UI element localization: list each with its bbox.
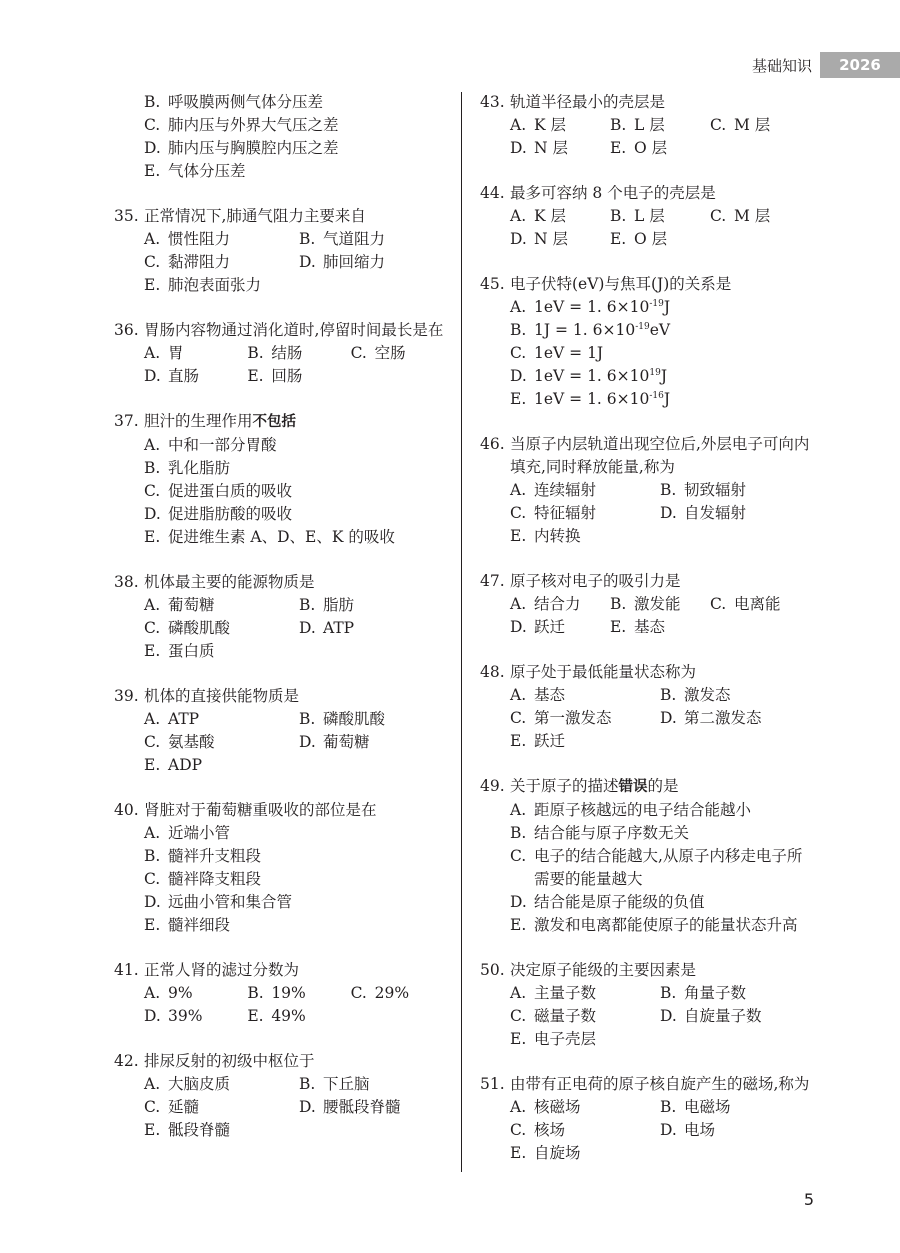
- question-number: 47.: [480, 572, 505, 590]
- question-number: 38.: [114, 573, 139, 591]
- option: C. 髓袢降支粗段: [144, 870, 262, 888]
- option: A. 中和一部分胃酸: [144, 436, 277, 454]
- question-stem: 由带有正电荷的原子核自旋产生的磁场,称为: [510, 1075, 810, 1093]
- option: B. 激发态: [660, 686, 731, 704]
- option: C. 核场: [510, 1121, 566, 1139]
- question-number: 46.: [480, 435, 505, 453]
- option: E. 内转换: [510, 527, 581, 545]
- option: A. 连续辐射: [510, 481, 597, 499]
- question-number: 50.: [480, 961, 505, 979]
- question-number: 42.: [114, 1052, 139, 1070]
- question-stem: 当原子内层轨道出现空位后,外层电子可向内填充,同时释放能量,称为: [510, 435, 810, 476]
- option: C. 肺内压与外界大气压之差: [144, 116, 339, 134]
- option: C. 电离能: [709, 595, 781, 613]
- option: C. 第一激发态: [510, 709, 612, 727]
- option: E. 气体分压差: [144, 162, 246, 180]
- option: E. ADP: [144, 756, 203, 774]
- option: C. 黏滞阻力: [144, 253, 231, 271]
- option: E. 促进维生素 A、D、E、K 的吸收: [144, 528, 395, 546]
- question-44: [480, 182, 810, 251]
- question-40: [114, 799, 454, 937]
- question-stem: 决定原子能级的主要因素是: [510, 961, 697, 979]
- question-34-continued: [114, 91, 454, 183]
- option: B. 1J = 1. $6\times 10^{-19}eV$: [510, 321, 671, 339]
- question-stem: 原子核对电子的吸引力是: [510, 572, 681, 590]
- option: E. 蛋白质: [144, 642, 215, 660]
- option: A. 近端小管: [144, 824, 231, 842]
- option: E. 回肠: [247, 367, 303, 385]
- year-badge: 2026: [820, 52, 900, 78]
- option: D. 电场: [660, 1121, 716, 1139]
- option: A. 主量子数: [510, 984, 597, 1002]
- section-label: 基础知识: [751, 56, 812, 75]
- option: E. O 层: [609, 230, 668, 248]
- question-45: [480, 273, 810, 411]
- question-49: [480, 775, 810, 937]
- question-stem: 轨道半径最小的壳层是: [510, 93, 666, 111]
- question-43: [480, 91, 810, 160]
- question-stem: 原子处于最低能量状态称为: [510, 663, 697, 681]
- option: B. 结肠: [247, 344, 303, 362]
- question-number: 40.: [114, 801, 139, 819]
- option: D. 腰骶段脊髓: [299, 1098, 401, 1116]
- question-number: 48.: [480, 663, 505, 681]
- option: D. 39%: [144, 1007, 203, 1025]
- question-47: [480, 570, 810, 639]
- option: B. 电磁场: [660, 1098, 731, 1116]
- emphasis-text: 不包括: [252, 414, 297, 430]
- option: A. K 层: [510, 207, 567, 225]
- option: C. M 层: [709, 207, 771, 225]
- question-stem: 胃肠内容物通过消化道时,停留时间最长是在: [144, 321, 444, 339]
- option: E. 自旋场: [510, 1144, 581, 1162]
- right-column: [480, 91, 810, 1187]
- option: B. L 层: [609, 207, 665, 225]
- column-divider: [461, 92, 462, 1172]
- option: A. 9%: [144, 984, 193, 1002]
- option: E. 激发和电离都能使原子的能量状态升高: [510, 916, 798, 934]
- option: D. 远曲小管和集合管: [144, 893, 293, 911]
- option: C. M 层: [709, 116, 771, 134]
- option: A. 距原子核越远的电子结合能越小: [510, 801, 752, 819]
- option: E. 跃迁: [510, 732, 566, 750]
- question-46: [480, 433, 810, 548]
- option: A. K 层: [510, 116, 567, 134]
- option: D. 葡萄糖: [299, 733, 370, 751]
- option: D. ATP: [299, 619, 355, 637]
- option: D. 自发辐射: [660, 504, 747, 522]
- option: E. 肺泡表面张力: [144, 276, 262, 294]
- option: A. 惯性阻力: [144, 230, 231, 248]
- option: C. 特征辐射: [510, 504, 597, 522]
- option: E. 基态: [609, 618, 665, 636]
- question-37: [114, 410, 454, 549]
- option: E. O 层: [609, 139, 668, 157]
- option: A. 核磁场: [510, 1098, 581, 1116]
- option: A. 大脑皮质: [144, 1075, 231, 1093]
- page-number: 5: [803, 1190, 814, 1209]
- option: B. 下丘脑: [299, 1075, 370, 1093]
- option: D. 肺内压与胸膜腔内压之差: [144, 139, 339, 157]
- option: C. 促进蛋白质的吸收: [144, 482, 293, 500]
- question-48: [480, 661, 810, 753]
- option: D. 跃迁: [510, 618, 566, 636]
- option: D. N 层: [510, 139, 568, 157]
- question-38: [114, 571, 454, 663]
- option: D. 自旋量子数: [660, 1007, 762, 1025]
- option: B. 磷酸肌酸: [299, 710, 386, 728]
- option: A. 1eV = 1. $6\times 10^{-19}J$: [510, 298, 671, 316]
- question-stem: 机体的直接供能物质是: [144, 687, 300, 705]
- question-number: 39.: [114, 687, 139, 705]
- option: B. 19%: [247, 984, 306, 1002]
- question-number: 49.: [480, 777, 505, 795]
- option: B. 韧致辐射: [660, 481, 747, 499]
- option: B. 髓袢升支粗段: [144, 847, 262, 865]
- option: C. 磷酸肌酸: [144, 619, 231, 637]
- option: A. ATP: [144, 710, 200, 728]
- question-42: [114, 1050, 454, 1142]
- question-50: [480, 959, 810, 1051]
- question-35: [114, 205, 454, 297]
- option: E. 电子壳层: [510, 1030, 597, 1048]
- left-column: [114, 91, 454, 1164]
- option: E. 49%: [247, 1007, 306, 1025]
- question-stem: 机体最主要的能源物质是: [144, 573, 315, 591]
- emphasis-text: 错误: [618, 779, 648, 795]
- question-stem: 肾脏对于葡萄糖重吸收的部位是在: [144, 801, 377, 819]
- option: E. 1eV = 1. $6\times 10^{-16}J$: [510, 390, 671, 408]
- question-stem: 最多可容纳 8 个电子的壳层是: [510, 184, 716, 202]
- question-51: [480, 1073, 810, 1165]
- question-41: [114, 959, 454, 1028]
- option: B. 结合能与原子序数无关: [510, 824, 690, 842]
- page-header: [752, 52, 900, 78]
- option: B. 呼吸膜两侧气体分压差: [144, 93, 324, 111]
- question-number: 35.: [114, 207, 139, 225]
- question-number: 44.: [480, 184, 505, 202]
- option: E. 骶段脊髓: [144, 1121, 231, 1139]
- question-number: 41.: [114, 961, 139, 979]
- question-number: 45.: [480, 275, 505, 293]
- question-stem: 正常人肾的滤过分数为: [144, 961, 300, 979]
- option: D. 直肠: [144, 367, 200, 385]
- option: C. 磁量子数: [510, 1007, 597, 1025]
- option: A. 结合力: [510, 595, 581, 613]
- question-stem: 关于原子的描述错误的是: [510, 777, 679, 795]
- question-stem: 胆汁的生理作用不包括: [144, 412, 297, 430]
- option: D. 肺回缩力: [299, 253, 386, 271]
- question-number: 43.: [480, 93, 505, 111]
- option: A. 基态: [510, 686, 566, 704]
- question-number: 51.: [480, 1075, 505, 1093]
- option: B. L 层: [609, 116, 665, 134]
- option: E. 髓袢细段: [144, 916, 231, 934]
- option: B. 气道阻力: [299, 230, 386, 248]
- option: C. 电子的结合能越大,从原子内移走电子所需要的能量越大: [510, 847, 803, 888]
- option: B. 角量子数: [660, 984, 747, 1002]
- option: C. 1eV = 1J: [510, 344, 604, 362]
- question-number: 36.: [114, 321, 139, 339]
- option: B. 激发能: [609, 595, 681, 613]
- option: C. 延髓: [144, 1098, 200, 1116]
- option: D. 结合能是原子能级的负值: [510, 893, 705, 911]
- option: D. 促进脂肪酸的吸收: [144, 505, 293, 523]
- option: C. 空肠: [350, 344, 406, 362]
- option: C. 氨基酸: [144, 733, 215, 751]
- question-stem: 正常情况下,肺通气阻力主要来自: [144, 207, 366, 225]
- question-stem: 排尿反射的初级中枢位于: [144, 1052, 315, 1070]
- option: C. 29%: [350, 984, 410, 1002]
- option: A. 葡萄糖: [144, 596, 215, 614]
- question-number: 37.: [114, 412, 139, 430]
- option: A. 胃: [144, 344, 184, 362]
- question-36: [114, 319, 454, 388]
- option: D. 1eV = 1. $6\times 10^{19}J$: [510, 367, 668, 385]
- option: D. 第二激发态: [660, 709, 762, 727]
- option: D. N 层: [510, 230, 568, 248]
- question-39: [114, 685, 454, 777]
- option: B. 脂肪: [299, 596, 355, 614]
- option: B. 乳化脂肪: [144, 459, 231, 477]
- question-stem: 电子伏特(eV)与焦耳(J)的关系是: [510, 275, 732, 293]
